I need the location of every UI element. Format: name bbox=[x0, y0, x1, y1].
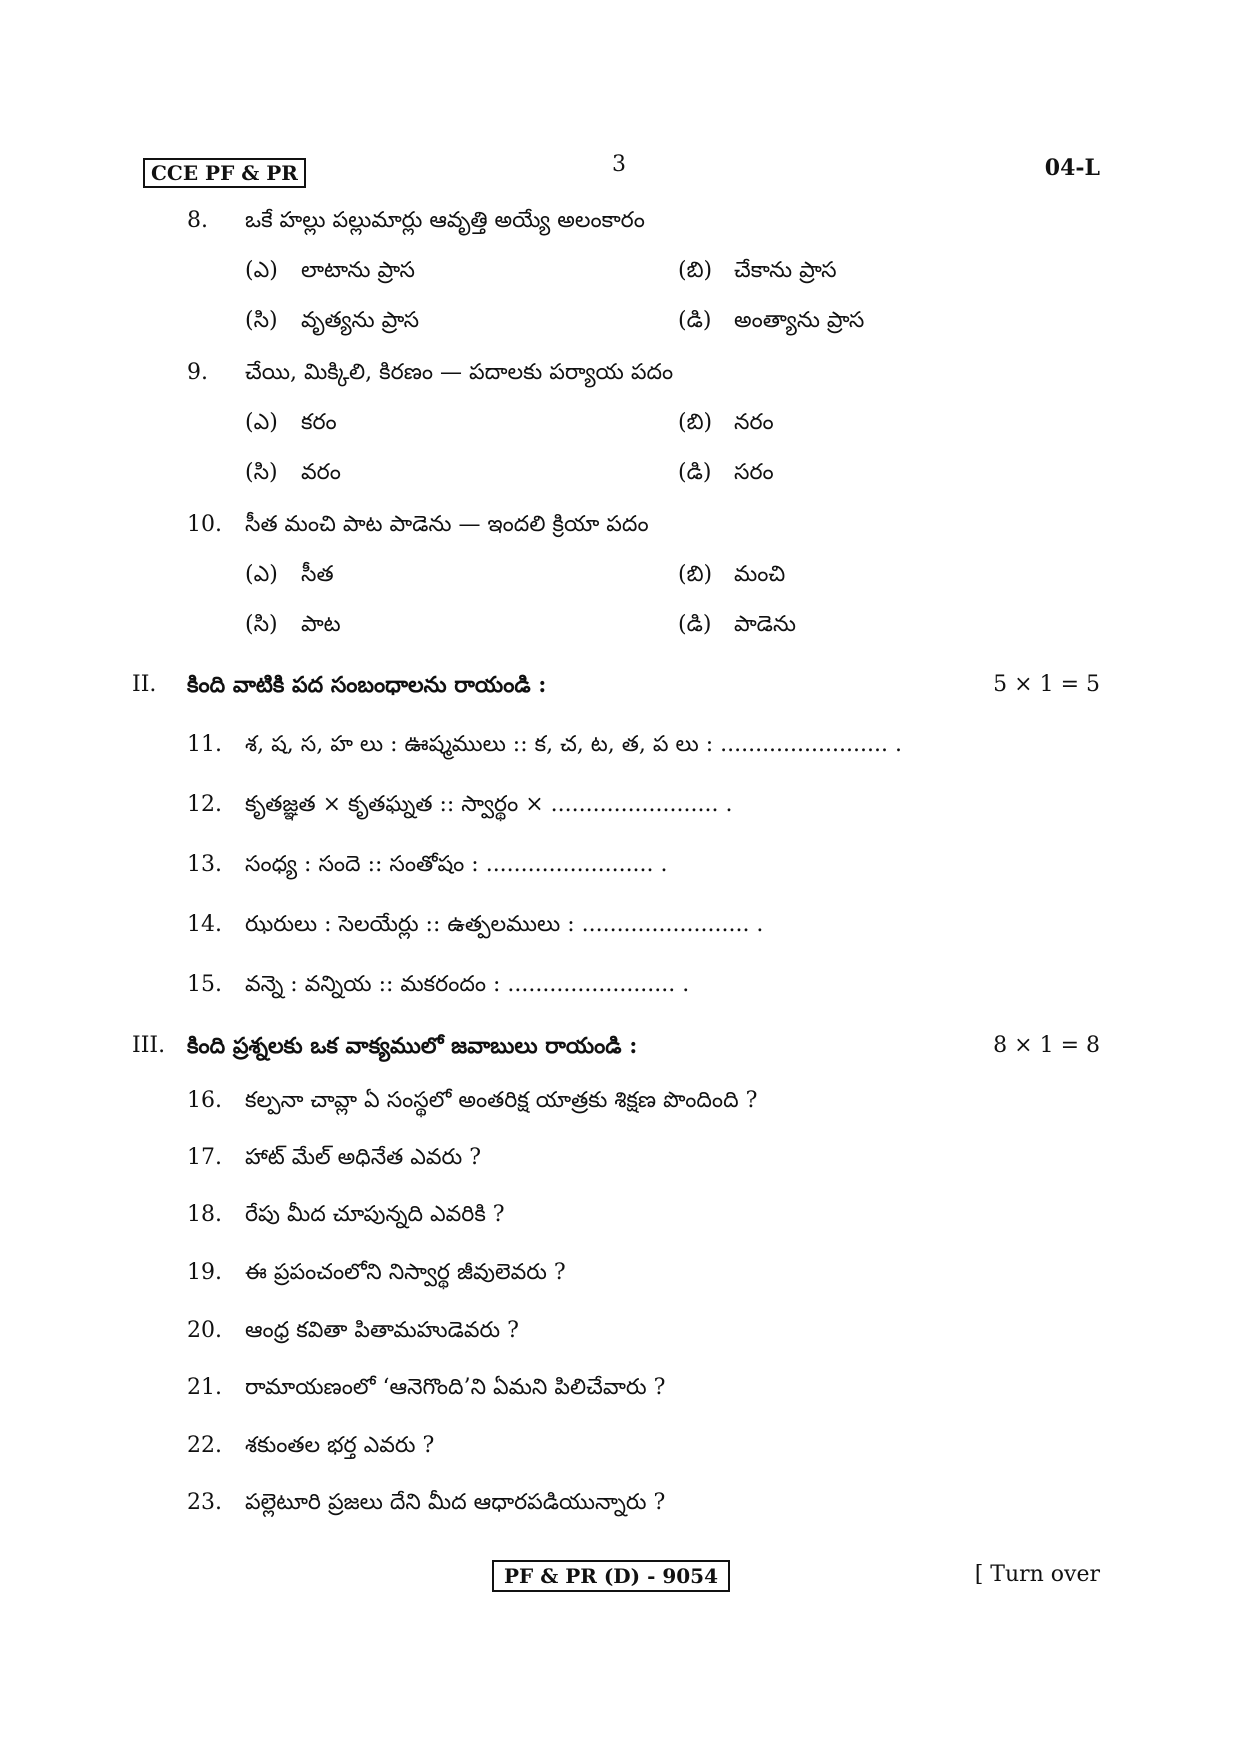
question-number: 19. bbox=[187, 1260, 222, 1285]
section-number: III. bbox=[132, 1033, 166, 1058]
question-number: 9. bbox=[187, 360, 208, 385]
option-c: (సి) వృత్యను ప్రాస bbox=[245, 308, 420, 333]
section-marks: 5 × 1 = 5 bbox=[993, 672, 1100, 697]
question-number: 18. bbox=[187, 1202, 222, 1227]
question-row bbox=[0, 792, 1240, 832]
option-b: (బి) చేకాను ప్రాస bbox=[678, 258, 837, 283]
section-title: కింది ప్రశ్నలకు ఒక వాక్యములో జవాబులు రాయండి : bbox=[187, 1033, 638, 1059]
option-d: (డి) అంత్యాను ప్రాస bbox=[678, 308, 865, 333]
question-text: సీత మంచి పాట పాడెను — ఇందలి క్రియా పదం bbox=[245, 512, 649, 537]
question-text: శకుంతల భర్త ఎవరు ? bbox=[245, 1433, 435, 1458]
question-number: 20. bbox=[187, 1318, 222, 1343]
question-text: రామాయణంలో ‘ఆనెగొంది’ని ఏమని పిలిచేవారు ? bbox=[245, 1375, 666, 1400]
question-number: 10. bbox=[187, 512, 222, 537]
option-b: (బి) నరం bbox=[678, 410, 774, 435]
question-text: రేపు మీద చూపున్నది ఎవరికి ? bbox=[245, 1202, 505, 1227]
question-number: 15. bbox=[187, 972, 222, 997]
question-row bbox=[0, 1318, 1240, 1358]
footer-paper-code: PF & PR (D) - 9054 bbox=[492, 1560, 730, 1592]
question-text: కృతజ్ఞత × కృతఘ్నత :: స్వార్థం × ........................ . bbox=[245, 792, 733, 817]
question-row bbox=[0, 732, 1240, 772]
question-row bbox=[0, 1145, 1240, 1185]
question-text: చేయి, మిక్కిలి, కిరణం — పదాలకు పర్యాయ పదం bbox=[245, 360, 674, 385]
question-row bbox=[0, 972, 1240, 1012]
question-text: శ, ష, స, హ లు : ఊష్మములు :: క, చ, ట, త, ప లు : ........................ . bbox=[245, 732, 902, 757]
question-number: 21. bbox=[187, 1375, 222, 1400]
question-text: ఒకే హల్లు పల్లుమార్లు ఆవృత్తి అయ్యే అలంకారం bbox=[245, 208, 645, 233]
section-marks: 8 × 1 = 8 bbox=[993, 1033, 1100, 1058]
question-number: 13. bbox=[187, 852, 222, 877]
turn-over-label: [ Turn over bbox=[974, 1562, 1100, 1587]
question-row bbox=[0, 512, 1240, 552]
question-number: 8. bbox=[187, 208, 208, 233]
question-text: పల్లెటూరి ప్రజలు దేని మీద ఆధారపడియున్నారు ? bbox=[245, 1490, 666, 1515]
question-number: 16. bbox=[187, 1088, 222, 1113]
question-number: 12. bbox=[187, 792, 222, 817]
question-text: ఆంధ్ర కవితా పితామహుడెవరు ? bbox=[245, 1318, 519, 1343]
question-row bbox=[0, 912, 1240, 952]
question-text: సంధ్య : సందె :: సంతోషం : ........................ . bbox=[245, 852, 668, 877]
question-number: 11. bbox=[187, 732, 222, 757]
question-row bbox=[0, 1260, 1240, 1300]
option-c: (సి) వరం bbox=[245, 460, 341, 485]
paper-code: 04-L bbox=[1044, 155, 1100, 181]
option-c: (సి) పాట bbox=[245, 612, 341, 637]
option-b: (బి) మంచి bbox=[678, 562, 786, 587]
option-a: (ఎ) లాటాను ప్రాస bbox=[245, 258, 415, 283]
question-row bbox=[0, 1433, 1240, 1473]
section-title: కింది వాటికి పద సంబంధాలను రాయండి : bbox=[187, 672, 547, 698]
question-row bbox=[0, 360, 1240, 400]
option-a: (ఎ) కరం bbox=[245, 410, 337, 435]
question-row bbox=[0, 1375, 1240, 1415]
option-d: (డి) సరం bbox=[678, 460, 774, 485]
question-text: హాట్ మేల్ అధినేత ఎవరు ? bbox=[245, 1145, 481, 1170]
question-number: 23. bbox=[187, 1490, 222, 1515]
question-row bbox=[0, 208, 1240, 248]
question-row bbox=[0, 1490, 1240, 1530]
question-row bbox=[0, 1088, 1240, 1128]
header-paper-label: CCE PF & PR bbox=[143, 158, 306, 188]
question-text: ఝరులు : సెలయేర్లు :: ఉత్పలములు : ........................ . bbox=[245, 912, 764, 937]
question-text: ఈ ప్రపంచంలోని నిస్వార్థ జీవులెవరు ? bbox=[245, 1260, 566, 1285]
question-text: వన్నె : వన్నియ :: మకరందం : ........................ . bbox=[245, 972, 690, 997]
option-d: (డి) పాడెను bbox=[678, 612, 797, 637]
question-number: 22. bbox=[187, 1433, 222, 1458]
question-number: 17. bbox=[187, 1145, 222, 1170]
question-row bbox=[0, 852, 1240, 892]
question-text: కల్పనా చావ్లా ఏ సంస్థలో అంతరిక్ష యాత్రకు శిక్షణ పొందింది ? bbox=[245, 1088, 758, 1113]
option-a: (ఎ) సీత bbox=[245, 562, 334, 587]
question-number: 14. bbox=[187, 912, 222, 937]
question-row bbox=[0, 1202, 1240, 1242]
section-number: II. bbox=[132, 672, 157, 697]
page-number: 3 bbox=[612, 152, 626, 177]
